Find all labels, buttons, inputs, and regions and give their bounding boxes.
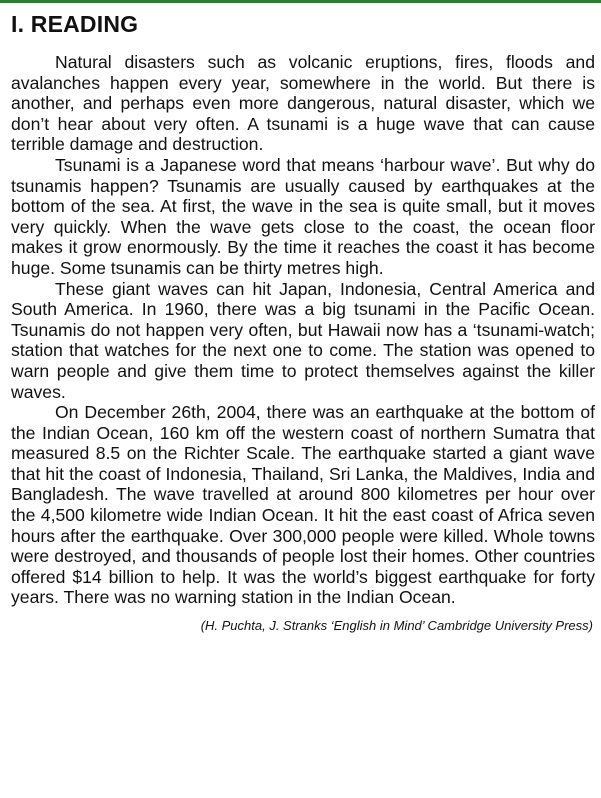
source-citation: (H. Puchta, J. Stranks ‘English in Mind’ Cambridge University Press) (200, 618, 593, 634)
paragraph-3: These giant waves can hit Japan, Indonesia, Central America and South America. In 1960, there was a big tsunami in the Pacific Ocean. Tsunamis do not happen very often, but Hawaii now has a ‘tsunami-watch; station that watches for the next one to come. The station was opened to warn people and give them time to protect themselves against the killer waves. (11, 278, 595, 402)
reading-section (11, 10, 595, 635)
section-title: I. READING (11, 11, 139, 37)
paragraph-4: On December 26th, 2004, there was an earthquake at the bottom of the Indian Ocean, 160 km off the western coast of northern Sumatra that measured 8.5 on the Richter Scale. The earthquake started a giant wave that hit the coast of Indonesia, Thailand, Sri Lanka, the Maldives, India and Bangladesh. The wave travelled at around 800 kilometres per hour over the 4,500 kilometre wide Indian Ocean. It hit the east coast of Africa seven hours after the earthquake. Over 300,000 people were killed. Whole towns were destroyed, and thousands of people lost their homes. Other countries offered $14 billion to help. It was the world’s biggest earthquake for forty years. There was no warning station in the Indian Ocean. (11, 402, 595, 608)
paragraph-2: Tsunami is a Japanese word that means ‘harbour wave’. But why do tsunamis happen? Tsunamis are usually caused by earthquakes at the bottom of the sea. At first, the wave in the sea is quite small, but it moves very quickly. When the wave gets close to the coast, the ocean floor makes it grow enormously. By the time it reaches the coast it has become huge. Some tsunamis can be thirty metres high. (11, 154, 595, 278)
reading-passage (11, 52, 595, 608)
top-rule (0, 0, 601, 3)
paragraph-1: Natural disasters such as volcanic eruptions, fires, floods and avalanches happen every year, somewhere in the world. But there is another, and perhaps even more dangerous, natural disaster, which we don’t hear about very often. A tsunami is a huge wave that can cause terrible damage and destruction. (11, 52, 595, 155)
